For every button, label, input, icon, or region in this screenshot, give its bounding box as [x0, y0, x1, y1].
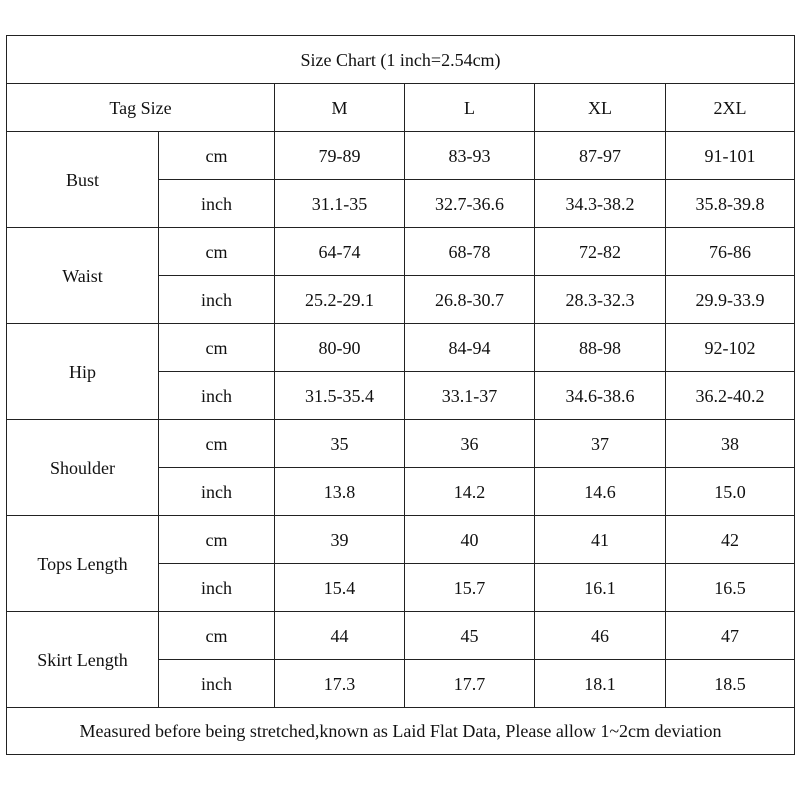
value-cell: 38: [666, 420, 795, 468]
value-cell: 84-94: [405, 324, 535, 372]
header-row: [7, 84, 795, 132]
size-chart-table: [6, 35, 795, 755]
unit-label-inch: inch: [159, 372, 275, 420]
hip-cm-row: [7, 324, 795, 372]
tops-length-cm-row: [7, 516, 795, 564]
waist-cm-row: [7, 228, 795, 276]
unit-label-cm: cm: [159, 324, 275, 372]
value-cell: 15.4: [275, 564, 405, 612]
value-cell: 64-74: [275, 228, 405, 276]
unit-label-cm: cm: [159, 516, 275, 564]
value-cell: 16.1: [535, 564, 666, 612]
unit-label-inch: inch: [159, 660, 275, 708]
size-header-2xl: 2XL: [666, 84, 795, 132]
unit-label-cm: cm: [159, 420, 275, 468]
value-cell: 42: [666, 516, 795, 564]
measurement-label-bust: Bust: [7, 132, 159, 228]
value-cell: 15.0: [666, 468, 795, 516]
value-cell: 36: [405, 420, 535, 468]
value-cell: 16.5: [666, 564, 795, 612]
value-cell: 36.2-40.2: [666, 372, 795, 420]
value-cell: 18.5: [666, 660, 795, 708]
size-header-l: L: [405, 84, 535, 132]
value-cell: 25.2-29.1: [275, 276, 405, 324]
unit-label-cm: cm: [159, 612, 275, 660]
value-cell: 14.2: [405, 468, 535, 516]
value-cell: 13.8: [275, 468, 405, 516]
unit-label-inch: inch: [159, 276, 275, 324]
value-cell: 44: [275, 612, 405, 660]
value-cell: 72-82: [535, 228, 666, 276]
tag-size-label: Tag Size: [7, 84, 275, 132]
value-cell: 35: [275, 420, 405, 468]
measurement-label-shoulder: Shoulder: [7, 420, 159, 516]
unit-label-cm: cm: [159, 228, 275, 276]
value-cell: 91-101: [666, 132, 795, 180]
value-cell: 31.5-35.4: [275, 372, 405, 420]
unit-label-inch: inch: [159, 180, 275, 228]
footer-row: [7, 708, 795, 755]
size-header-xl: XL: [535, 84, 666, 132]
value-cell: 32.7-36.6: [405, 180, 535, 228]
value-cell: 15.7: [405, 564, 535, 612]
measurement-label-skirt-length: Skirt Length: [7, 612, 159, 708]
value-cell: 40: [405, 516, 535, 564]
value-cell: 80-90: [275, 324, 405, 372]
value-cell: 41: [535, 516, 666, 564]
value-cell: 39: [275, 516, 405, 564]
value-cell: 28.3-32.3: [535, 276, 666, 324]
value-cell: 68-78: [405, 228, 535, 276]
bust-cm-row: [7, 132, 795, 180]
value-cell: 17.3: [275, 660, 405, 708]
measurement-label-hip: Hip: [7, 324, 159, 420]
unit-label-inch: inch: [159, 564, 275, 612]
value-cell: 37: [535, 420, 666, 468]
value-cell: 14.6: [535, 468, 666, 516]
value-cell: 34.6-38.6: [535, 372, 666, 420]
value-cell: 18.1: [535, 660, 666, 708]
value-cell: 87-97: [535, 132, 666, 180]
unit-label-inch: inch: [159, 468, 275, 516]
value-cell: 29.9-33.9: [666, 276, 795, 324]
value-cell: 88-98: [535, 324, 666, 372]
unit-label-cm: cm: [159, 132, 275, 180]
value-cell: 83-93: [405, 132, 535, 180]
value-cell: 47: [666, 612, 795, 660]
value-cell: 45: [405, 612, 535, 660]
shoulder-cm-row: [7, 420, 795, 468]
size-header-m: M: [275, 84, 405, 132]
value-cell: 17.7: [405, 660, 535, 708]
value-cell: 34.3-38.2: [535, 180, 666, 228]
value-cell: 35.8-39.8: [666, 180, 795, 228]
value-cell: 79-89: [275, 132, 405, 180]
value-cell: 46: [535, 612, 666, 660]
chart-title: Size Chart (1 inch=2.54cm): [7, 36, 795, 84]
title-row: [7, 36, 795, 84]
value-cell: 92-102: [666, 324, 795, 372]
value-cell: 31.1-35: [275, 180, 405, 228]
measurement-label-tops-length: Tops Length: [7, 516, 159, 612]
footer-note: Measured before being stretched,known as Laid Flat Data, Please allow 1~2cm deviation: [7, 708, 795, 755]
skirt-length-cm-row: [7, 612, 795, 660]
value-cell: 33.1-37: [405, 372, 535, 420]
value-cell: 26.8-30.7: [405, 276, 535, 324]
value-cell: 76-86: [666, 228, 795, 276]
measurement-label-waist: Waist: [7, 228, 159, 324]
